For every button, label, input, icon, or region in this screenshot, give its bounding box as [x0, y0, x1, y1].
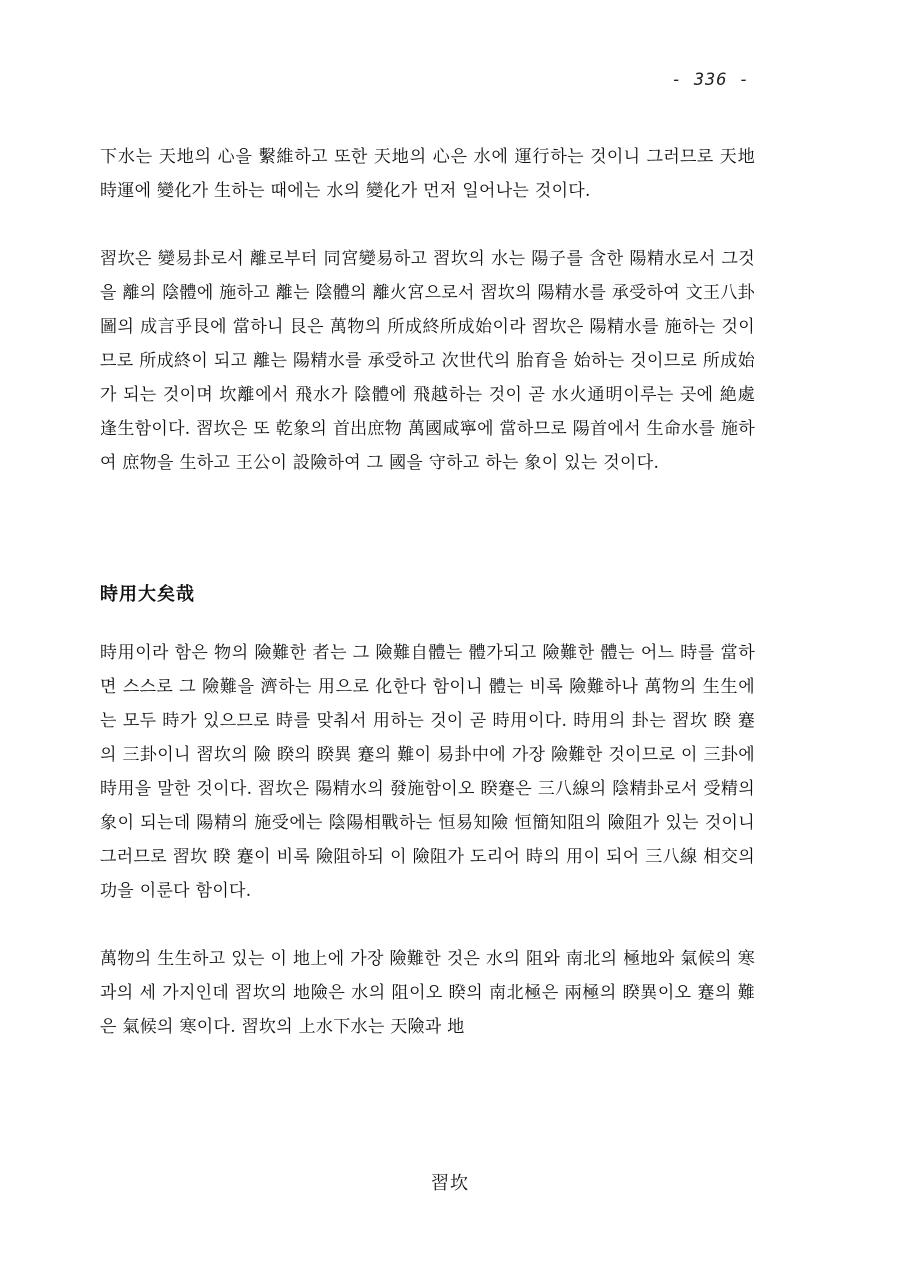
section-heading: 時用大矣哉 — [100, 584, 195, 605]
page-body — [100, 140, 755, 1044]
body-paragraph-4: 萬物의 生生하고 있는 이 地上에 가장 險難한 것은 水의 阻와 南北의 極地와 氣候의 寒과의 세 가지인데 習坎의 地險은 水의 阻이오 睽의 南北極은 兩極의 睽異이오 蹇의 難은 氣候의 寒이다. 習坎의 上水下水는 天險과 地 — [100, 949, 755, 1037]
page-footer-title: 習坎 — [431, 1173, 469, 1194]
page-number: - 336 - — [671, 70, 750, 90]
body-paragraph-2: 習坎은 變易卦로서 離로부터 同宮變易하고 習坎의 水는 陽子를 含한 陽精水로서 그것을 離의 陰體에 施하고 離는 陰體의 離火宮으로서 習坎의 陽精水를 承受하여 文王八卦圖의 成言乎艮에 當하니 艮은 萬物의 所成終所成始이라 習坎은 陽精水를 施하는 것이므로 所成終이 되고 離는 陽精水를 承受하고 次世代의 胎育을 始하는 것이므로 所成始가 되는 것이며 坎離에서 飛水가 陰體에 飛越하는 것이 곧 水火通明이루는 곳에 絶處逢生함이다. 習坎은 또 乾象의 首出庶物 萬國咸寧에 當하므로 陽首에서 生命水를 施하여 庶物을 生하고 王公이 設險하여 그 國을 守하고 하는 象이 있는 것이다. — [100, 249, 755, 473]
body-paragraph-3: 時用이라 함은 物의 險難한 者는 그 險難自體는 體가되고 險難한 體는 어느 時를 當하면 스스로 그 險難을 濟하는 用으로 化한다 함이니 體는 비록 險難하나 萬物의 生生에는 모두 時가 있으므로 時를 맞춰서 用하는 것이 곧 時用이다. 時用의 卦는 習坎 睽 蹇의 三卦이니 習坎의 險 睽의 睽異 蹇의 難이 易卦中에 가장 險難한 것이므로 이 三卦에 時用을 말한 것이다. 習坎은 陽精水의 發施함이오 睽蹇은 三八線의 陰精卦로서 受精의 象이 되는데 陽精의 施受에는 陰陽相戰하는 恒易知險 恒簡知阻의 險阻가 있는 것이니 그러므로 習坎 睽 蹇이 비록 險阻하되 이 險阻가 도리어 時의 用이 되어 三八線 相交의 功을 이룬다 함이다. — [100, 643, 755, 901]
body-paragraph-1: 下水는 天地의 心을 繫維하고 또한 天地의 心은 水에 運行하는 것이니 그러므로 天地時運에 變化가 生하는 때에는 水의 變化가 먼저 일어나는 것이다. — [100, 147, 755, 201]
